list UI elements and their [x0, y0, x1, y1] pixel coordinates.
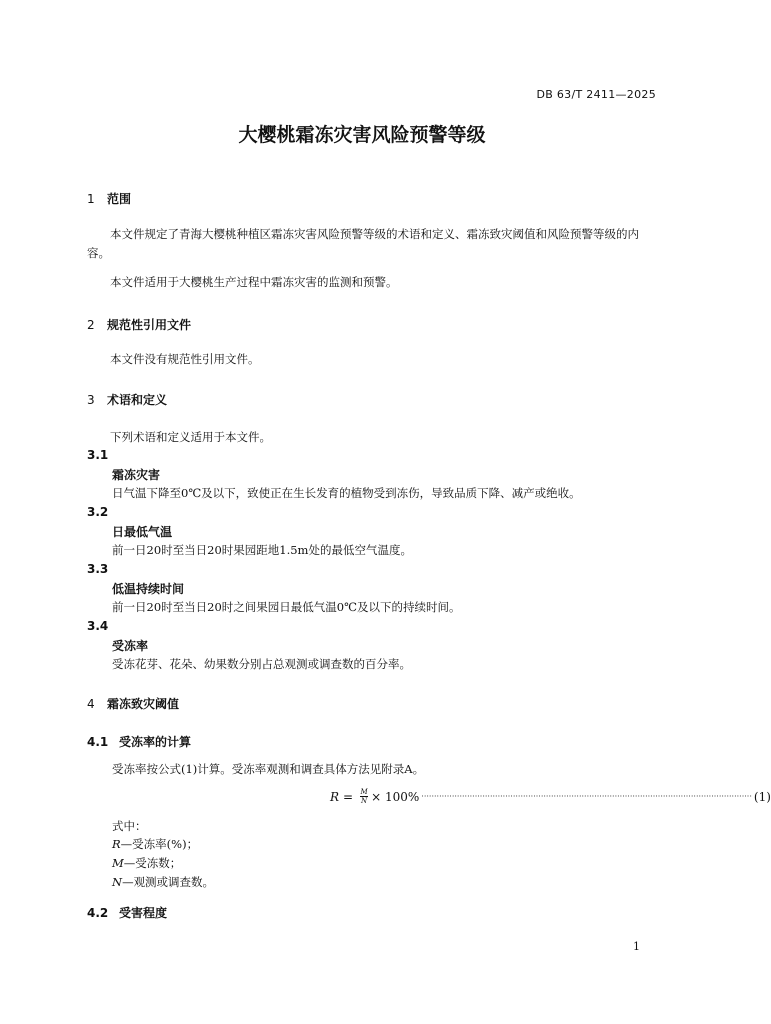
- term-definition: 前一日20时至当日20时之间果园日最低气温0℃及以下的持续时间。: [112, 600, 461, 614]
- document-title: 大樱桃霜冻灾害风险预警等级: [238, 124, 486, 146]
- formula-1: [330, 788, 771, 805]
- paragraph: 本文件没有规范性引用文件。: [110, 352, 260, 366]
- fraction-denominator: N: [361, 797, 368, 805]
- subsection-number: 4.2: [87, 906, 109, 920]
- paragraph: 本文件规定了青海大樱桃种植区霜冻灾害风险预警等级的术语和定义、霜冻致灾阈值和风险预警等级的内容。: [87, 227, 639, 260]
- term-number: 3.4: [87, 619, 109, 633]
- formula-lhs: R: [330, 789, 340, 804]
- term-definition: 日气温下降至0℃及以下，致使正在生长发育的植物受到冻伤，导致品质下降、减产或绝收。: [112, 486, 581, 500]
- formula-multiplier: × 100%: [371, 789, 420, 804]
- formula-equals: =: [343, 789, 354, 804]
- term-name: 低温持续时间: [112, 582, 185, 596]
- term-definition: 前一日20时至当日20时果园距地1.5m处的最低空气温度。: [112, 543, 412, 557]
- term-name: 日最低气温: [112, 525, 173, 539]
- paragraph: 本文件适用于大樱桃生产过程中霜冻灾害的监测和预警。: [110, 275, 398, 289]
- variable-symbol: N: [112, 875, 123, 889]
- formula-fraction: [360, 788, 368, 805]
- section-title: 霜冻致灾阈值: [107, 697, 180, 711]
- variable-definition: [112, 854, 181, 873]
- formula-leader-dots: ··································································································································: [421, 792, 752, 801]
- subsection-title: 受害程度: [119, 906, 168, 920]
- term-number: 3.3: [87, 562, 109, 576]
- section-2-heading: [87, 316, 191, 333]
- document-code: DB 63/T 2411—2025: [536, 88, 656, 101]
- section-1-heading: [87, 190, 131, 207]
- term-number: 3.1: [87, 448, 109, 462]
- section-number: 3: [87, 393, 95, 407]
- fraction-numerator: M: [360, 788, 368, 796]
- variable-symbol: R: [112, 837, 121, 851]
- section-title: 范围: [107, 192, 132, 206]
- variable-description: —观测或调查数。: [122, 875, 215, 889]
- section-number: 4: [87, 697, 95, 711]
- section-3-heading: [87, 391, 167, 408]
- term-name: 受冻率: [112, 639, 149, 653]
- subsection-4-1-heading: [87, 733, 191, 750]
- section-number: 1: [87, 192, 95, 206]
- variable-symbol: M: [112, 856, 124, 870]
- subsection-4-2-heading: [87, 904, 167, 921]
- subsection-title: 受冻率的计算: [119, 735, 192, 749]
- variable-definition: [112, 835, 198, 854]
- section-number: 2: [87, 318, 95, 332]
- page-number: 1: [633, 940, 640, 953]
- section-title: 术语和定义: [107, 393, 168, 407]
- subsection-number: 4.1: [87, 735, 109, 749]
- variable-definition: [112, 873, 214, 892]
- paragraph: 下列术语和定义适用于本文件。: [110, 430, 271, 444]
- formula-label: (1): [753, 789, 771, 804]
- where-label: 式中：: [112, 819, 147, 833]
- term-name: 霜冻灾害: [112, 468, 161, 482]
- section-title: 规范性引用文件: [107, 318, 192, 332]
- section-4-heading: [87, 695, 179, 712]
- term-number: 3.2: [87, 505, 109, 519]
- paragraph: 受冻率按公式(1)计算。受冻率观测和调查具体方法见附录A。: [112, 762, 425, 776]
- term-definition: 受冻花芽、花朵、幼果数分别占总观测或调查数的百分率。: [112, 657, 411, 671]
- variable-description: —受冻率(%)；: [120, 837, 199, 851]
- variable-description: —受冻数；: [123, 856, 182, 870]
